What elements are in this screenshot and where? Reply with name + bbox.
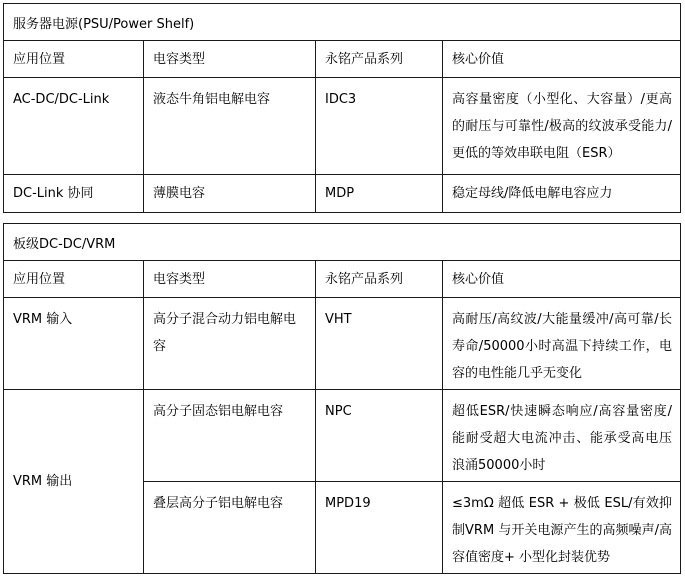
header-cell: [4, 261, 144, 298]
cell-position: VRM 输出: [13, 474, 73, 489]
cell-type: 薄膜电容: [153, 186, 206, 201]
table-cell: [443, 390, 681, 482]
table-cell: [316, 175, 443, 213]
header-type: 电容类型: [153, 271, 206, 287]
header-position: 应用位置: [13, 271, 66, 287]
table-cell: [144, 298, 316, 390]
header-series: 永铭产品系列: [325, 271, 404, 287]
table-cell: [144, 78, 316, 175]
cell-position: DC-Link 协同: [13, 186, 94, 201]
cell-type: 高分子混合动力铝电解电容: [153, 312, 297, 354]
header-cell: [144, 41, 316, 78]
cell-position: VRM 输入: [13, 312, 73, 327]
table-cell: [443, 298, 681, 390]
table-cell: [144, 482, 316, 574]
table-cell: [4, 175, 144, 213]
header-series: 永铭产品系列: [325, 51, 404, 67]
table-cell: [443, 482, 681, 574]
header-value: 核心价值: [452, 51, 505, 67]
cell-series: MDP: [325, 186, 355, 201]
table-cell: [443, 175, 681, 213]
header-cell: [443, 41, 681, 78]
cell-value: ≤3mΩ 超低 ESR + 极低 ESL/有效抑制VRM 与开关电源产生的高频噪声/高容值密度+ 小型化封装优势: [452, 496, 673, 565]
table-cell: [316, 78, 443, 175]
table-cell: [316, 390, 443, 482]
table-title-text: 服务器电源(PSU/Power Shelf): [13, 16, 195, 32]
table-row: [4, 78, 681, 175]
header-cell: [316, 41, 443, 78]
cell-value: 高耐压/高纹波/大能量缓冲/高可靠/长寿命/50000小时高温下持续工作，电容的电性能几乎无变化: [452, 312, 673, 381]
table-psu: [3, 3, 681, 213]
table-title-text: 板级DC-DC/VRM: [13, 236, 116, 252]
cell-type: 液态牛角铝电解电容: [153, 92, 271, 107]
table-row: [4, 298, 681, 390]
cell-value: 超低ESR/快速瞬态响应/高容量密度/能耐受超大电流冲击、能承受高电压浪涌50000小时: [452, 404, 673, 473]
table-vrm: [3, 223, 681, 574]
header-cell: [144, 261, 316, 298]
header-cell: [443, 261, 681, 298]
cell-position: AC-DC/DC-Link: [13, 92, 110, 107]
table-cell: [316, 482, 443, 574]
cell-series: NPC: [325, 404, 352, 419]
table-cell: [316, 298, 443, 390]
cell-series: MPD19: [325, 496, 371, 511]
table-cell: [4, 78, 144, 175]
table-header-row: [4, 261, 681, 298]
cell-value: 高容量密度（小型化、大容量）/更高的耐压与可靠性/极高的纹波承受能力/更低的等效串联电阻（ESR）: [452, 92, 672, 161]
cell-value: 稳定母线/降低电解电容应力: [452, 186, 613, 201]
table-row: [4, 175, 681, 213]
table-title: [4, 4, 681, 41]
table-header-row: [4, 41, 681, 78]
header-type: 电容类型: [153, 51, 206, 67]
cell-type: 高分子固态铝电解电容: [153, 404, 284, 419]
cell-type: 叠层高分子铝电解电容: [153, 496, 284, 511]
table-cell: [4, 298, 144, 390]
table-row: [4, 390, 681, 482]
cell-series: VHT: [325, 312, 352, 327]
table-cell: [144, 175, 316, 213]
header-value: 核心价值: [452, 271, 505, 287]
table-title: [4, 224, 681, 261]
table-cell: [144, 390, 316, 482]
table-cell: [443, 78, 681, 175]
cell-series: IDC3: [325, 92, 357, 107]
header-cell: [316, 261, 443, 298]
table-cell: [4, 390, 144, 574]
header-cell: [4, 41, 144, 78]
header-position: 应用位置: [13, 51, 66, 67]
